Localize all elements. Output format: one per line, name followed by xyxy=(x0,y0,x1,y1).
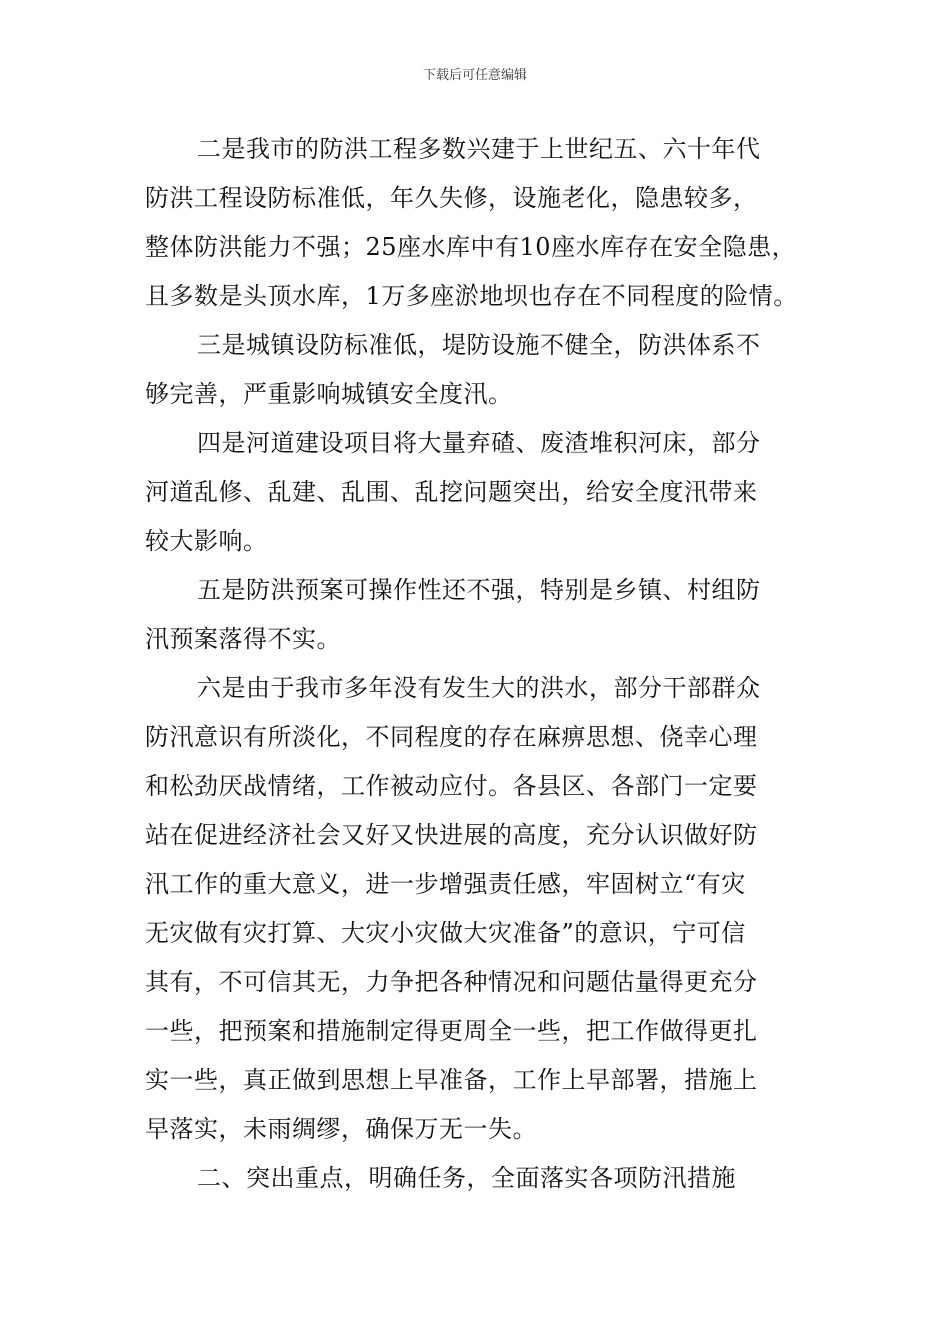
paragraph-line: 河道乱修、乱建、乱围、乱挖问题突出，给安全度汛带来 xyxy=(145,478,758,506)
paragraph-line: 四是河道建设项目将大量弃碴、废渣堆积河床，部分 xyxy=(197,429,761,457)
page-header: 下载后可任意编辑 xyxy=(422,68,527,83)
paragraph-line: 且多数是头顶水库，1万多座淤地坝也存在不同程度的险情。 xyxy=(145,282,798,310)
paragraph-line: 其有，不可信其无，力争把各种情况和问题估量得更充分 xyxy=(145,968,758,996)
section-heading: 二、突出重点，明确任务，全面落实各项防汛措施 xyxy=(197,1164,736,1192)
paragraph-line: 汛预案落得不实。 xyxy=(145,625,341,653)
paragraph-line: 站在促进经济社会又好又快进展的高度，充分认识做好防 xyxy=(145,821,758,849)
paragraph-line: 实一些，真正做到思想上早准备，工作上早部署，措施上 xyxy=(145,1066,758,1094)
document-body xyxy=(145,125,817,1203)
paragraph-line: 二是我市的防洪工程多数兴建于上世纪五、六十年代 xyxy=(197,135,761,163)
paragraph-line: 防汛意识有所淡化，不同程度的存在麻痹思想、侥幸心理 xyxy=(145,723,758,751)
paragraph-line: 整体防洪能力不强；25座水库中有10座水库存在安全隐患， xyxy=(145,233,797,261)
paragraph-line: 六是由于我市多年没有发生大的洪水，部分干部群众 xyxy=(197,674,761,702)
paragraph-line: 防洪工程设防标准低，年久失修，设施老化，隐患较多， xyxy=(145,184,758,212)
paragraph-line: 三是城镇设防标准低，堤防设施不健全，防洪体系不 xyxy=(197,331,761,359)
paragraph-line: 和松劲厌战情绪，工作被动应付。各县区、各部门一定要 xyxy=(145,772,758,800)
paragraph-line: 无灾做有灾打算、大灾小灾做大灾准备”的意识，宁可信 xyxy=(145,919,746,947)
paragraph-line: 一些，把预案和措施制定得更周全一些，把工作做得更扎 xyxy=(145,1017,758,1045)
paragraph-line: 较大影响。 xyxy=(145,527,268,555)
paragraph-line: 早落实，未雨绸缪，确保万无一失。 xyxy=(145,1115,537,1143)
paragraph-line: 汛工作的重大意义，进一步增强责任感，牢固树立“有灾 xyxy=(145,870,746,898)
paragraph-line: 够完善，严重影响城镇安全度汛。 xyxy=(145,380,513,408)
paragraph-line: 五是防洪预案可操作性还不强，特别是乡镇、村组防 xyxy=(197,576,761,604)
